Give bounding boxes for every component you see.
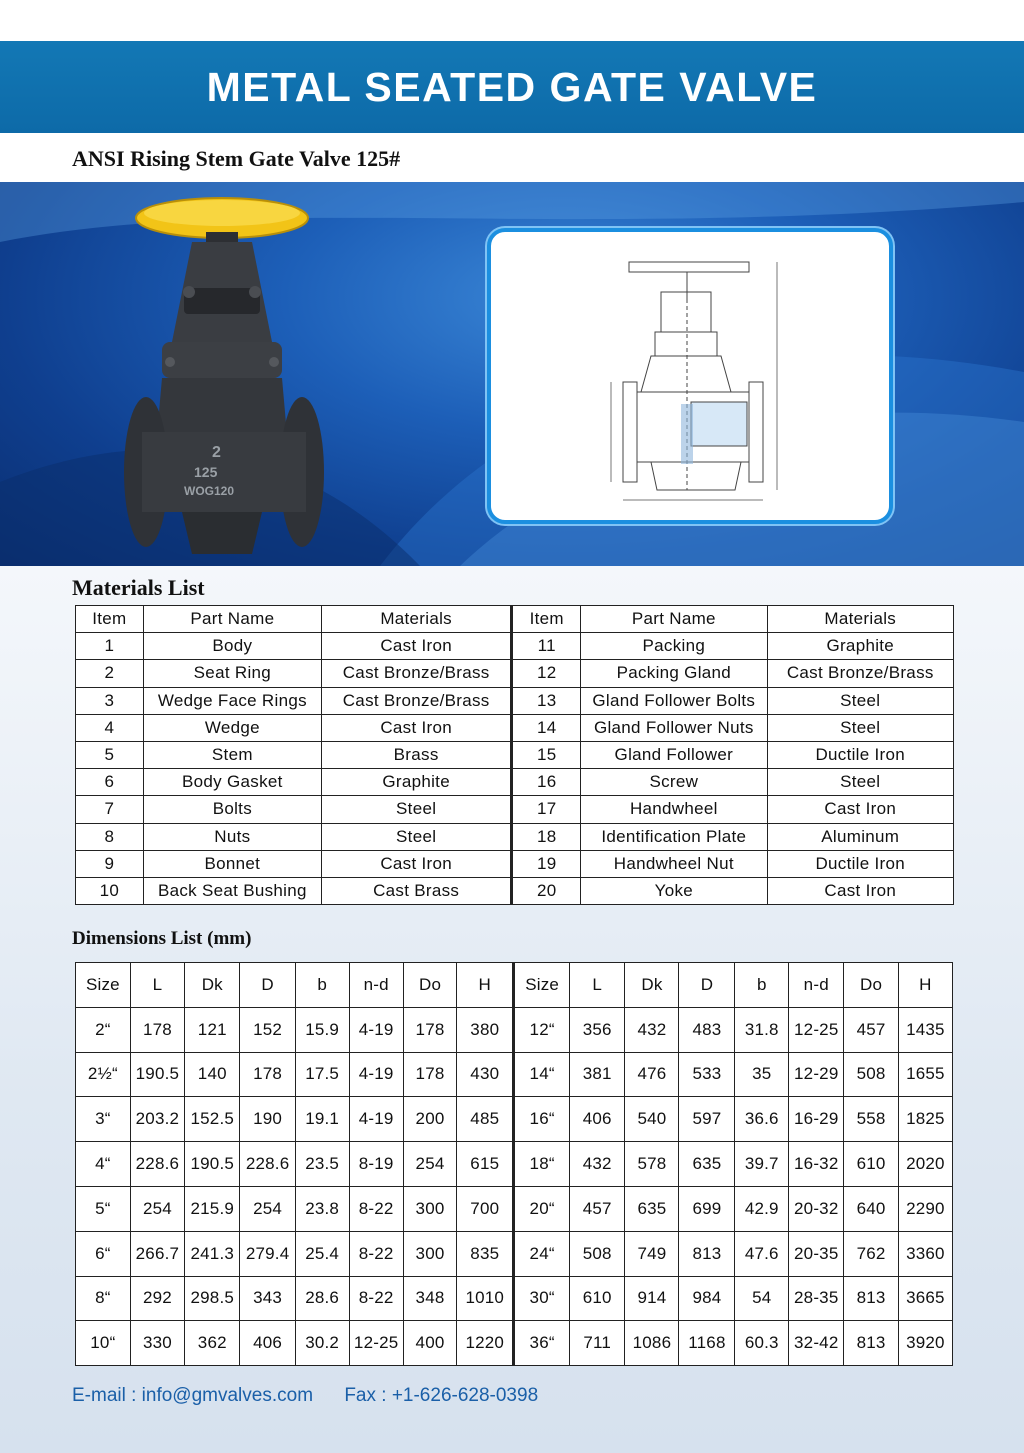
table-cell: Bonnet <box>143 850 321 877</box>
table-cell: 615 <box>457 1142 514 1187</box>
col-header: b <box>735 963 789 1008</box>
table-cell: 178 <box>130 1007 184 1052</box>
table-cell: 215.9 <box>185 1186 240 1231</box>
table-cell: 31.8 <box>735 1007 789 1052</box>
table-cell: Graphite <box>321 769 511 796</box>
table-cell: 190.5 <box>185 1142 240 1187</box>
table-cell: 3“ <box>76 1097 131 1142</box>
table-cell: 298.5 <box>185 1276 240 1321</box>
table-cell: 430 <box>457 1052 514 1097</box>
table-cell: Stem <box>143 741 321 768</box>
table-cell: 30“ <box>514 1276 570 1321</box>
table-cell: 18 <box>512 823 581 850</box>
table-cell: 241.3 <box>185 1231 240 1276</box>
table-cell: 7 <box>76 796 144 823</box>
table-cell: 13 <box>512 687 581 714</box>
table-cell: Steel <box>767 769 953 796</box>
table-cell: 16“ <box>514 1097 570 1142</box>
table-cell: 4 <box>76 714 144 741</box>
table-cell: Gland Follower <box>581 741 767 768</box>
table-cell: 152 <box>240 1007 295 1052</box>
table-cell: 266.7 <box>130 1231 184 1276</box>
col-header: L <box>130 963 184 1008</box>
table-cell: 23.8 <box>295 1186 349 1231</box>
table-row <box>76 741 954 768</box>
table-cell: 3920 <box>898 1321 952 1366</box>
table-cell: 1086 <box>625 1321 679 1366</box>
table-cell: 984 <box>679 1276 735 1321</box>
table-cell: Steel <box>321 823 511 850</box>
table-cell: Cast Iron <box>767 877 953 904</box>
table-cell: 23.5 <box>295 1142 349 1187</box>
table-cell: 356 <box>570 1007 625 1052</box>
table-cell: 4-19 <box>349 1007 403 1052</box>
table-cell: 35 <box>735 1052 789 1097</box>
table-cell: 28-35 <box>789 1276 844 1321</box>
table-cell: 14“ <box>514 1052 570 1097</box>
table-row <box>76 850 954 877</box>
table-cell: 32-42 <box>789 1321 844 1366</box>
col-header: n-d <box>789 963 844 1008</box>
table-cell: 3 <box>76 687 144 714</box>
table-cell: 15.9 <box>295 1007 349 1052</box>
table-cell: Packing Gland <box>581 660 767 687</box>
dimensions-header-row <box>76 963 953 1008</box>
table-cell: 178 <box>403 1052 457 1097</box>
table-row <box>76 796 954 823</box>
col-header: Part Name <box>143 606 321 633</box>
table-row <box>76 714 954 741</box>
table-cell: 813 <box>844 1321 898 1366</box>
table-row <box>76 687 954 714</box>
table-cell: 15 <box>512 741 581 768</box>
table-cell: Ductile Iron <box>767 741 953 768</box>
materials-table-body <box>76 633 954 905</box>
table-cell: 343 <box>240 1276 295 1321</box>
table-cell: Ductile Iron <box>767 850 953 877</box>
table-cell: 254 <box>403 1142 457 1187</box>
table-cell: 5 <box>76 741 144 768</box>
col-header: Size <box>76 963 131 1008</box>
table-cell: 228.6 <box>240 1142 295 1187</box>
photo-marking-wog: WOG120 <box>184 484 235 498</box>
table-row <box>76 1142 953 1187</box>
product-subtitle: ANSI Rising Stem Gate Valve 125# <box>72 146 401 171</box>
table-cell: 406 <box>240 1321 295 1366</box>
table-row <box>76 823 954 850</box>
table-cell: 8“ <box>76 1276 131 1321</box>
table-cell: 12-29 <box>789 1052 844 1097</box>
col-header: Do <box>403 963 457 1008</box>
table-cell: 39.7 <box>735 1142 789 1187</box>
table-cell: 36.6 <box>735 1097 789 1142</box>
page-title: METAL SEATED GATE VALVE <box>206 63 818 110</box>
technical-drawing-panel <box>487 228 893 524</box>
table-cell: 348 <box>403 1276 457 1321</box>
table-cell: 508 <box>844 1052 898 1097</box>
table-cell: 9 <box>76 850 144 877</box>
table-cell: 362 <box>185 1321 240 1366</box>
table-cell: 1168 <box>679 1321 735 1366</box>
materials-table <box>75 605 954 905</box>
table-cell: Wedge Face Rings <box>143 687 321 714</box>
col-header: Part Name <box>581 606 767 633</box>
table-cell: 1655 <box>898 1052 952 1097</box>
table-cell: 300 <box>403 1231 457 1276</box>
email-contact: E-mail : info@gmvalves.com <box>72 1385 314 1406</box>
table-cell: 432 <box>625 1007 679 1052</box>
col-header: Materials <box>321 606 511 633</box>
table-cell: 1010 <box>457 1276 514 1321</box>
table-row <box>76 1186 953 1231</box>
table-cell: 610 <box>844 1142 898 1187</box>
table-cell: 4-19 <box>349 1097 403 1142</box>
col-header: n-d <box>349 963 403 1008</box>
table-cell: 699 <box>679 1186 735 1231</box>
table-cell: Packing <box>581 633 767 660</box>
table-cell: Cast Brass <box>321 877 511 904</box>
table-cell: Cast Bronze/Brass <box>321 660 511 687</box>
table-cell: 300 <box>403 1186 457 1231</box>
table-cell: Identification Plate <box>581 823 767 850</box>
col-header: Dk <box>185 963 240 1008</box>
table-cell: 178 <box>240 1052 295 1097</box>
table-cell: 380 <box>457 1007 514 1052</box>
table-row <box>76 1321 953 1366</box>
table-cell: 14 <box>512 714 581 741</box>
hero-banner <box>0 182 1024 566</box>
table-cell: 476 <box>625 1052 679 1097</box>
col-header: H <box>898 963 952 1008</box>
col-header: Item <box>76 606 144 633</box>
table-cell: Steel <box>767 714 953 741</box>
table-cell: 190 <box>240 1097 295 1142</box>
table-cell: Body <box>143 633 321 660</box>
table-cell: 5“ <box>76 1186 131 1231</box>
contact-footer <box>72 1385 564 1407</box>
table-cell: 25.4 <box>295 1231 349 1276</box>
table-cell: 16-29 <box>789 1097 844 1142</box>
table-cell: 20“ <box>514 1186 570 1231</box>
table-cell: 28.6 <box>295 1276 349 1321</box>
table-cell: 457 <box>844 1007 898 1052</box>
table-cell: 8-22 <box>349 1231 403 1276</box>
table-cell: 540 <box>625 1097 679 1142</box>
col-header: Materials <box>767 606 953 633</box>
table-cell: Cast Iron <box>321 714 511 741</box>
table-cell: Bolts <box>143 796 321 823</box>
photo-marking-size: 2 <box>212 444 221 461</box>
table-cell: 1220 <box>457 1321 514 1366</box>
table-cell: 610 <box>570 1276 625 1321</box>
table-row <box>76 633 954 660</box>
table-cell: 6“ <box>76 1231 131 1276</box>
table-cell: 635 <box>679 1142 735 1187</box>
col-header: Dk <box>625 963 679 1008</box>
table-cell: Cast Iron <box>321 850 511 877</box>
table-cell: 20 <box>512 877 581 904</box>
table-cell: 121 <box>185 1007 240 1052</box>
table-cell: 2290 <box>898 1186 952 1231</box>
table-cell: 60.3 <box>735 1321 789 1366</box>
table-cell: 3665 <box>898 1276 952 1321</box>
col-header: b <box>295 963 349 1008</box>
table-cell: 700 <box>457 1186 514 1231</box>
table-cell: 12-25 <box>789 1007 844 1052</box>
table-cell: 2020 <box>898 1142 952 1187</box>
table-cell: 3360 <box>898 1231 952 1276</box>
col-header: L <box>570 963 625 1008</box>
table-cell: 635 <box>625 1186 679 1231</box>
table-cell: 2½“ <box>76 1052 131 1097</box>
table-cell: 20-32 <box>789 1186 844 1231</box>
table-cell: 47.6 <box>735 1231 789 1276</box>
table-cell: 190.5 <box>130 1052 184 1097</box>
table-cell: 30.2 <box>295 1321 349 1366</box>
table-cell: 203.2 <box>130 1097 184 1142</box>
table-cell: 711 <box>570 1321 625 1366</box>
table-cell: 254 <box>130 1186 184 1231</box>
table-cell: Seat Ring <box>143 660 321 687</box>
table-cell: 18“ <box>514 1142 570 1187</box>
table-cell: 330 <box>130 1321 184 1366</box>
table-row <box>76 1231 953 1276</box>
table-cell: Cast Iron <box>767 796 953 823</box>
table-row <box>76 877 954 904</box>
fax-contact: Fax : +1-626-628-0398 <box>344 1385 539 1406</box>
table-cell: 4“ <box>76 1142 131 1187</box>
table-cell: 279.4 <box>240 1231 295 1276</box>
table-row <box>76 1052 953 1097</box>
table-cell: 813 <box>679 1231 735 1276</box>
table-cell: Back Seat Bushing <box>143 877 321 904</box>
table-cell: Steel <box>767 687 953 714</box>
table-cell: 19 <box>512 850 581 877</box>
table-cell: Nuts <box>143 823 321 850</box>
table-cell: Graphite <box>767 633 953 660</box>
table-cell: 508 <box>570 1231 625 1276</box>
materials-header-row <box>76 606 954 633</box>
table-cell: Brass <box>321 741 511 768</box>
table-cell: 17.5 <box>295 1052 349 1097</box>
table-cell: 835 <box>457 1231 514 1276</box>
table-row <box>76 1276 953 1321</box>
materials-list-heading: Materials List <box>72 575 205 600</box>
table-cell: Gland Follower Bolts <box>581 687 767 714</box>
col-header: Do <box>844 963 898 1008</box>
table-cell: 762 <box>844 1231 898 1276</box>
table-cell: 640 <box>844 1186 898 1231</box>
table-cell: 483 <box>679 1007 735 1052</box>
table-cell: Cast Bronze/Brass <box>321 687 511 714</box>
table-cell: 200 <box>403 1097 457 1142</box>
table-cell: Handwheel <box>581 796 767 823</box>
table-cell: 1825 <box>898 1097 952 1142</box>
table-cell: 16 <box>512 769 581 796</box>
table-cell: 11 <box>512 633 581 660</box>
table-cell: 578 <box>625 1142 679 1187</box>
table-cell: Cast Bronze/Brass <box>767 660 953 687</box>
table-cell: 152.5 <box>185 1097 240 1142</box>
table-cell: 2 <box>76 660 144 687</box>
table-cell: 4-19 <box>349 1052 403 1097</box>
table-cell: 457 <box>570 1186 625 1231</box>
table-cell: 749 <box>625 1231 679 1276</box>
table-cell: 400 <box>403 1321 457 1366</box>
table-cell: 914 <box>625 1276 679 1321</box>
table-cell: Steel <box>321 796 511 823</box>
table-cell: 54 <box>735 1276 789 1321</box>
table-cell: 254 <box>240 1186 295 1231</box>
table-row <box>76 1007 953 1052</box>
col-header: H <box>457 963 514 1008</box>
table-cell: 597 <box>679 1097 735 1142</box>
table-cell: 432 <box>570 1142 625 1187</box>
table-cell: 42.9 <box>735 1186 789 1231</box>
table-cell: 178 <box>403 1007 457 1052</box>
table-cell: Yoke <box>581 877 767 904</box>
table-cell: 292 <box>130 1276 184 1321</box>
table-cell: Aluminum <box>767 823 953 850</box>
table-cell: Gland Follower Nuts <box>581 714 767 741</box>
table-row <box>76 1097 953 1142</box>
table-cell: 8-22 <box>349 1186 403 1231</box>
table-cell: 20-35 <box>789 1231 844 1276</box>
table-cell: 36“ <box>514 1321 570 1366</box>
table-cell: 16-32 <box>789 1142 844 1187</box>
table-cell: Cast Iron <box>321 633 511 660</box>
header-band <box>0 41 1024 133</box>
table-cell: 6 <box>76 769 144 796</box>
table-cell: 17 <box>512 796 581 823</box>
table-cell: 8-19 <box>349 1142 403 1187</box>
col-header: Size <box>514 963 570 1008</box>
table-cell: 24“ <box>514 1231 570 1276</box>
table-cell: 2“ <box>76 1007 131 1052</box>
table-cell: 8 <box>76 823 144 850</box>
col-header: D <box>240 963 295 1008</box>
table-cell: Wedge <box>143 714 321 741</box>
photo-marking-class: 125 <box>194 464 218 480</box>
table-cell: 140 <box>185 1052 240 1097</box>
table-cell: 813 <box>844 1276 898 1321</box>
table-cell: Handwheel Nut <box>581 850 767 877</box>
dimensions-table <box>75 962 953 1366</box>
table-cell: 19.1 <box>295 1097 349 1142</box>
table-cell: 10 <box>76 877 144 904</box>
table-cell: 381 <box>570 1052 625 1097</box>
valve-cross-section-drawing <box>491 232 889 520</box>
table-cell: 8-22 <box>349 1276 403 1321</box>
table-cell: 12“ <box>514 1007 570 1052</box>
table-row <box>76 769 954 796</box>
table-cell: 485 <box>457 1097 514 1142</box>
table-cell: 558 <box>844 1097 898 1142</box>
table-cell: Body Gasket <box>143 769 321 796</box>
col-header: D <box>679 963 735 1008</box>
table-cell: 228.6 <box>130 1142 184 1187</box>
table-cell: 12-25 <box>349 1321 403 1366</box>
gate-valve-photo <box>122 192 352 562</box>
dimensions-list-heading: Dimensions List (mm) <box>72 928 252 949</box>
table-cell: 533 <box>679 1052 735 1097</box>
table-cell: 12 <box>512 660 581 687</box>
dimensions-table-body <box>76 1007 953 1365</box>
table-cell: 10“ <box>76 1321 131 1366</box>
table-cell: 406 <box>570 1097 625 1142</box>
table-cell: 1435 <box>898 1007 952 1052</box>
table-cell: Screw <box>581 769 767 796</box>
col-header: Item <box>512 606 581 633</box>
table-row <box>76 660 954 687</box>
table-cell: 1 <box>76 633 144 660</box>
